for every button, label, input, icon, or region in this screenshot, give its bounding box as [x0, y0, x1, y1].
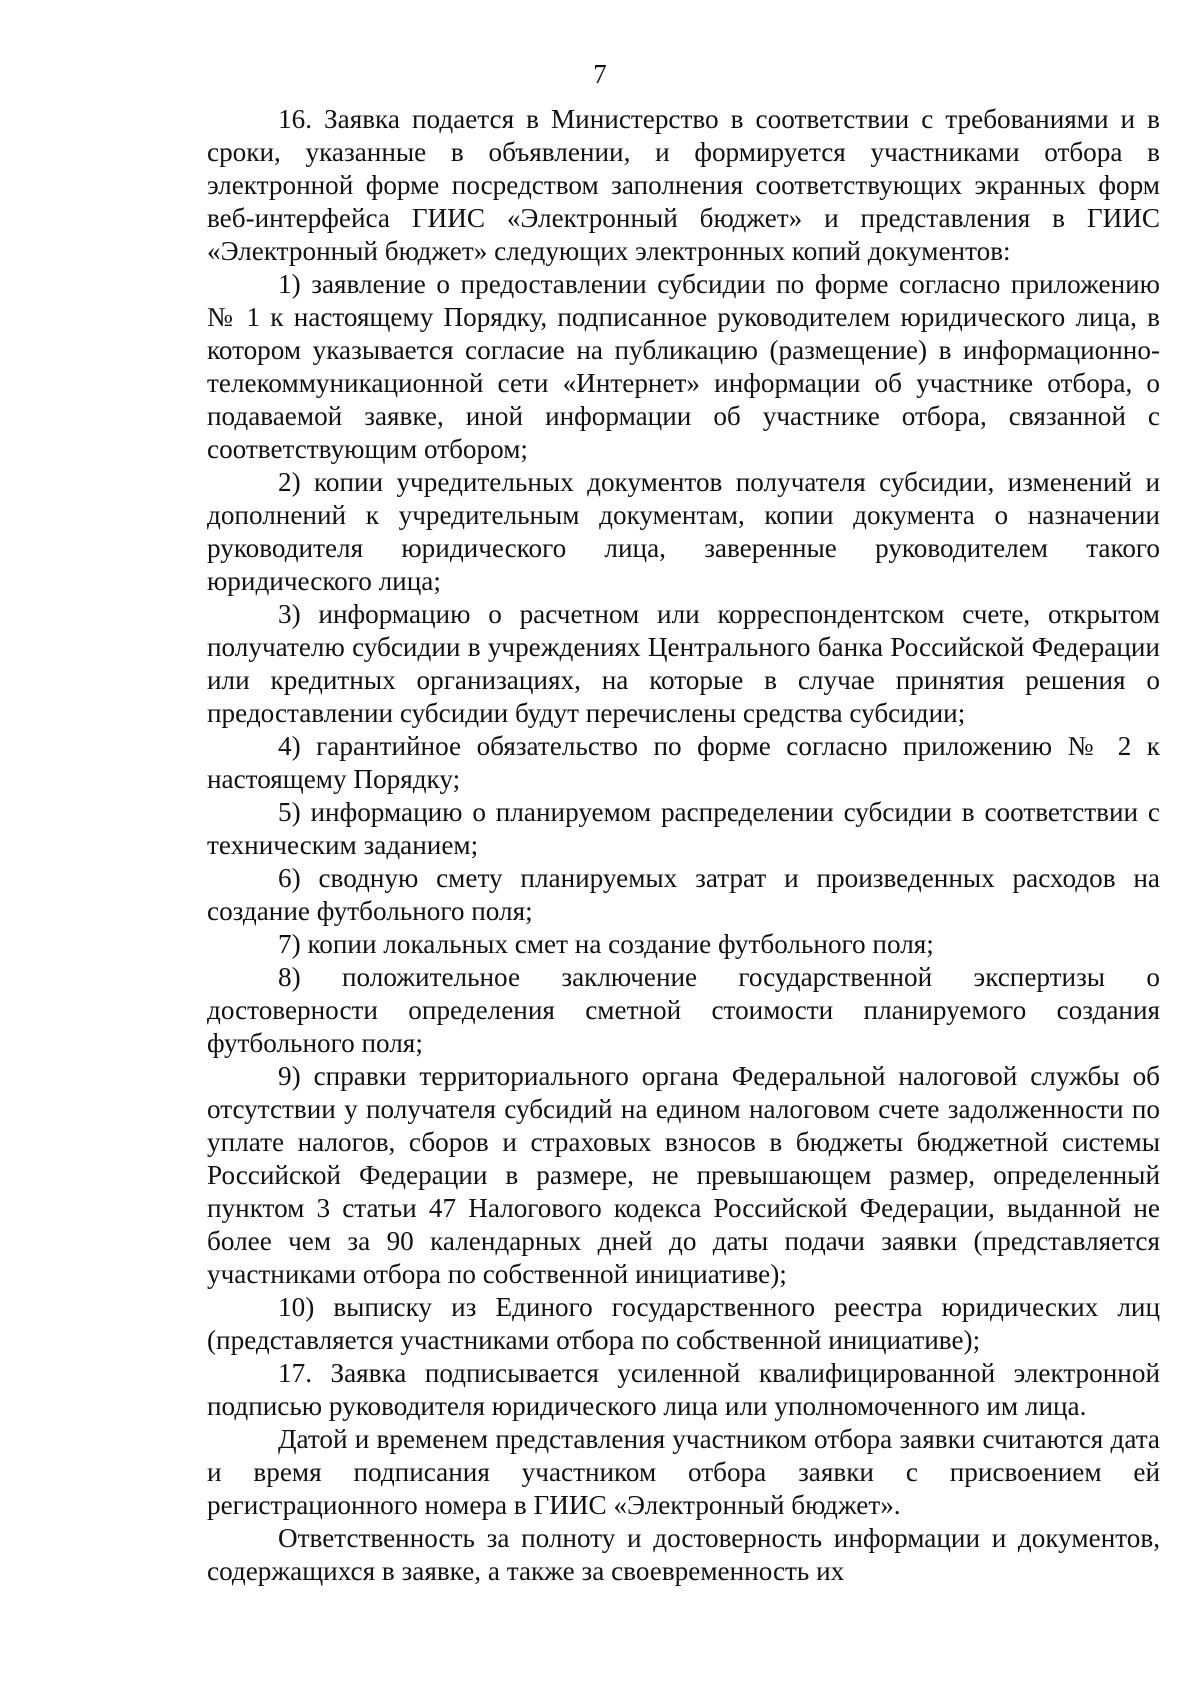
- paragraph-17: 17. Заявка подписывается усиленной квалифицированной электронной подписью руководителя юридического лица или уполномоченного им лица.: [207, 1358, 1160, 1421]
- list-item-4: 4) гарантийное обязательство по форме согласно приложению № 2 к настоящему Порядку;: [207, 731, 1160, 794]
- list-item-8: 8) положительное заключение государственной экспертизы о достоверности определения сметной стоимости планируемого создания футбольного поля;: [207, 962, 1160, 1058]
- list-item-9: 9) справки территориального органа Федеральной налоговой службы об отсутствии у получателя субсидий на едином налоговом счете задолженности по уплате налогов, сборов и страховых взносов в бюджеты бюджетной системы Российской Федерации в размере, не превышающем размер, определенный пунктом 3 статьи 47 Налогового кодекса Российской Федерации, выданной не более чем за 90 календарных дней до даты подачи заявки (представляется участниками отбора по собственной инициативе);: [207, 1061, 1160, 1289]
- paragraph-submission-date: Датой и временем представления участником отбора заявки считаются дата и время подписания участником отбора заявки с присвоением ей регистрационного номера в ГИИС «Электронный бюджет».: [207, 1424, 1160, 1520]
- paragraph-16: 16. Заявка подается в Министерство в соответствии с требованиями и в сроки, указанные в объявлении, и формируется участниками отбора в электронной форме посредством заполнения соответствующих экранных форм веб-интерфейса ГИИС «Электронный бюджет» и представления в ГИИС «Электронный бюджет» следующих электронных копий документов:: [207, 104, 1160, 266]
- list-item-2: 2) копии учредительных документов получателя субсидии, изменений и дополнений к учредительным документам, копии документа о назначении руководителя юридического лица, заверенные руководителем такого юридического лица;: [207, 467, 1160, 596]
- page-number: 7: [593, 59, 607, 89]
- list-item-6: 6) сводную смету планируемых затрат и произведенных расходов на создание футбольного поля;: [207, 863, 1160, 926]
- paragraph-responsibility: Ответственность за полноту и достоверность информации и документов, содержащихся в заявке, а также за своевременность их: [207, 1523, 1160, 1586]
- list-item-10: 10) выписку из Единого государственного реестра юридических лиц (представляется участниками отбора по собственной инициативе);: [207, 1292, 1160, 1355]
- list-item-1: 1) заявление о предоставлении субсидии по форме согласно приложению № 1 к настоящему Порядку, подписанное руководителем юридического лица, в котором указывается согласие на публикацию (размещение) в информационно-телекоммуникационной сети «Интернет» информации об участнике отбора, о подаваемой заявке, иной информации об участнике отбора, связанной с соответствующим отбором;: [207, 269, 1160, 464]
- list-item-3: 3) информацию о расчетном или корреспондентском счете, открытом получателю субсидии в учреждениях Центрального банка Российской Федерации или кредитных организациях, на которые в случае принятия решения о предоставлении субсидии будут перечислены средства субсидии;: [207, 599, 1160, 728]
- document-body: [207, 103, 1160, 1588]
- list-item-5: 5) информацию о планируемом распределении субсидии в соответствии с техническим заданием;: [207, 797, 1160, 860]
- list-item-7: 7) копии локальных смет на создание футбольного поля;: [278, 929, 934, 959]
